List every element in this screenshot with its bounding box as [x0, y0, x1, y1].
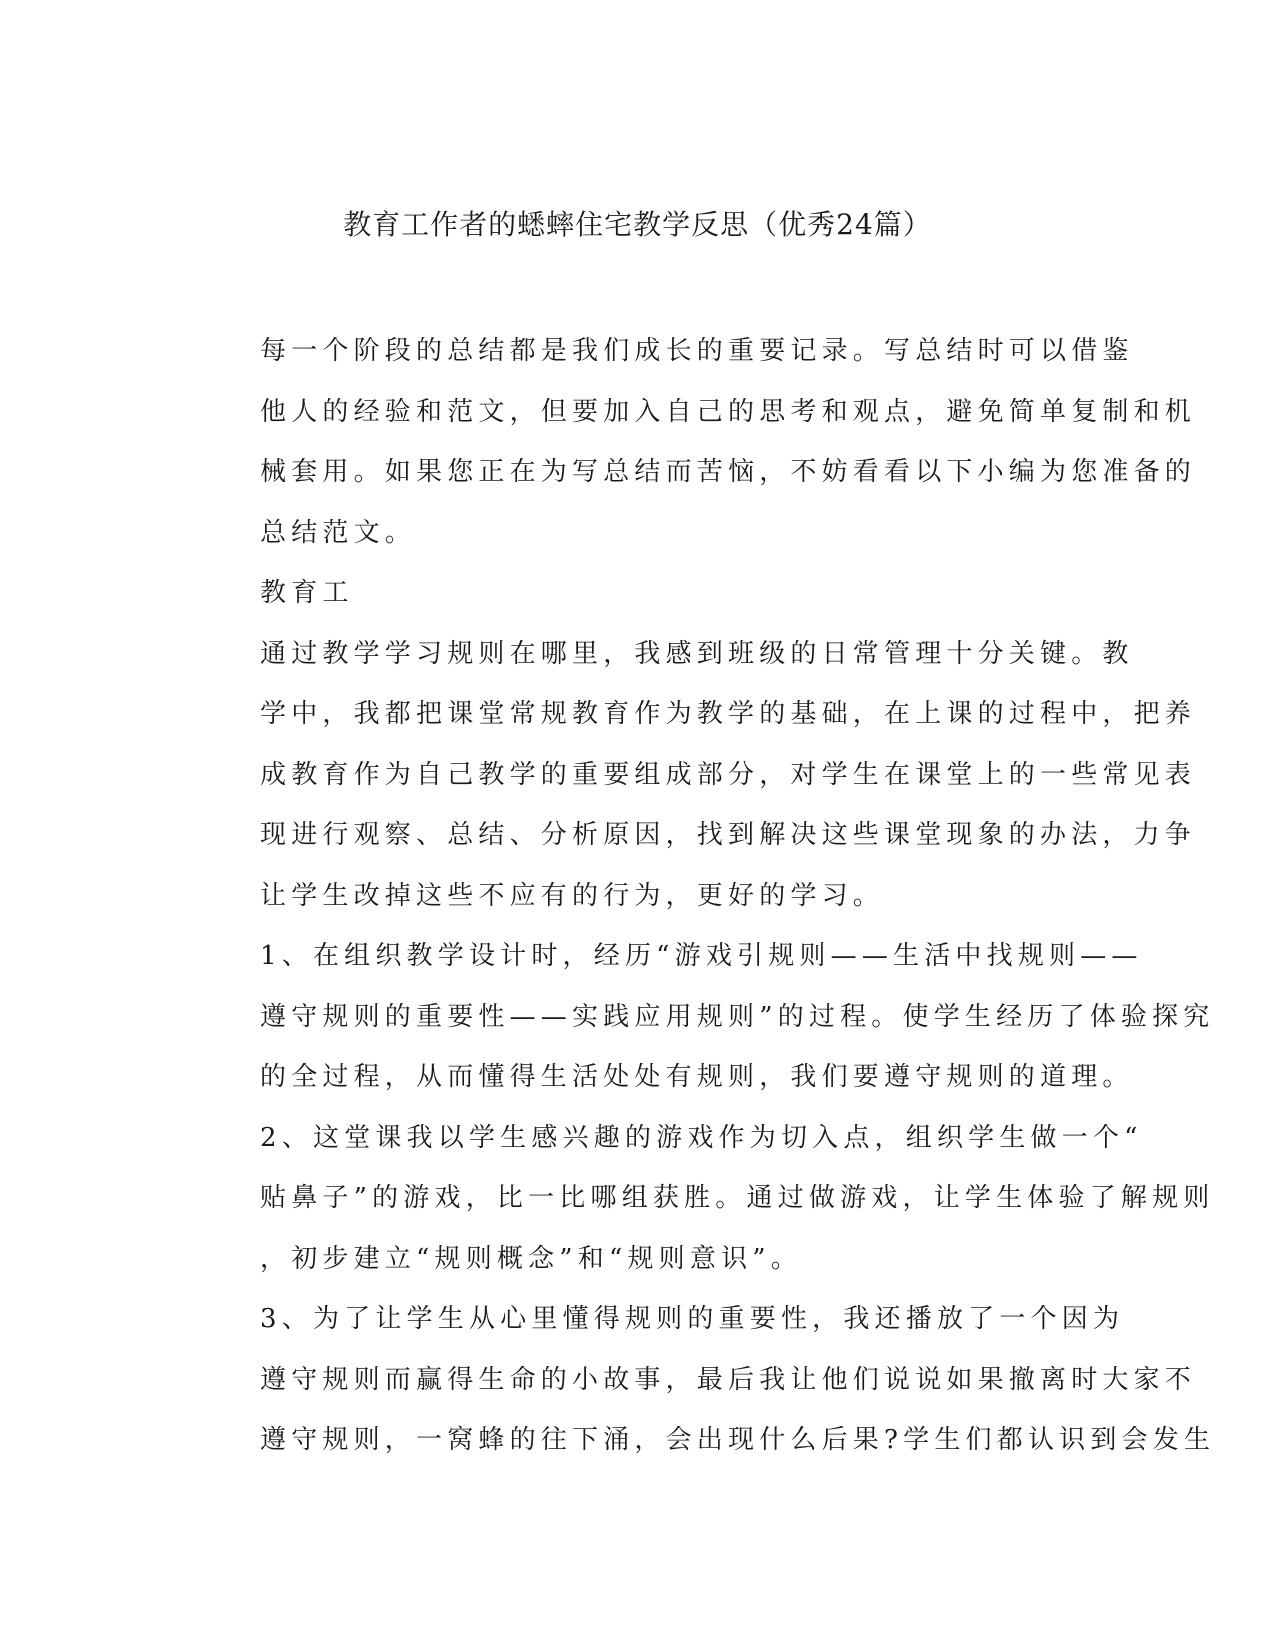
- paragraph-line: 遵守规则的重要性——实践应用规则”的过程。使学生经历了体验探究: [260, 1001, 1215, 1032]
- paragraph-line: 2、这堂课我以学生感兴趣的游戏作为切入点，组织学生做一个“: [260, 1122, 1143, 1153]
- paragraph-line: 让学生改掉这些不应有的行为，更好的学习。: [260, 880, 885, 911]
- paragraph-line: 贴鼻子”的游戏，比一比哪组获胜。通过做游戏，让学生体验了解规则: [260, 1183, 1215, 1213]
- paragraph-line: 学中，我都把课堂常规教育作为教学的基础，在上课的过程中，把养: [260, 699, 1197, 729]
- paragraph-overview: [189, 624, 1197, 927]
- paragraph-point-1: [189, 926, 1215, 1108]
- paragraph-line: 遵守规则，一窝蜂的往下涌，会出现什么后果?学生们都认识到会发生: [260, 1425, 1216, 1455]
- paragraph-line: 的全过程，从而懂得生活处处有规则，我们要遵守规则的道理。: [260, 1062, 1134, 1092]
- section-heading: [189, 563, 1069, 624]
- paragraph-line: 教育工: [260, 578, 354, 608]
- paragraph-line: 总结范文。: [260, 517, 417, 548]
- paragraph-line: ，初步建立“规则概念”和“规则意识”。: [260, 1243, 802, 1274]
- paragraph-line: 现进行观察、总结、分析原因，找到解决这些课堂现象的办法，力争: [260, 820, 1197, 850]
- paragraph-point-3: [189, 1289, 1216, 1471]
- paragraph-line: 成教育作为自己教学的重要组成部分，对学生在课堂上的一些常见表: [260, 759, 1197, 790]
- paragraph-line: 通过教学学习规则在哪里，我感到班级的日常管理十分关键。教: [260, 638, 1134, 669]
- paragraph-intro: [189, 321, 1197, 563]
- paragraph-line: 3、为了让学生从心里懂得规则的重要性，我还播放了一个因为: [260, 1304, 1125, 1334]
- paragraph-line: 1、在组织教学设计时，经历“游戏引规则——生活中找规则——: [260, 941, 1143, 971]
- paragraph-point-2: [189, 1108, 1215, 1290]
- paragraph-line: 他人的经验和范文，但要加入自己的思考和观点，避免简单复制和机: [260, 396, 1197, 427]
- paragraph-line: 械套用。如果您正在为写总结而苦恼，不妨看看以下小编为您准备的: [260, 457, 1197, 487]
- document-title: 教育工作者的蟋蟀住宅教学反思（优秀24篇）: [343, 208, 932, 241]
- paragraph-line: 遵守规则而赢得生命的小故事，最后我让他们说说如果撤离时大家不: [260, 1364, 1197, 1395]
- paragraph-line: 每一个阶段的总结都是我们成长的重要记录。写总结时可以借鉴: [260, 336, 1134, 366]
- document-body: [189, 321, 1216, 1471]
